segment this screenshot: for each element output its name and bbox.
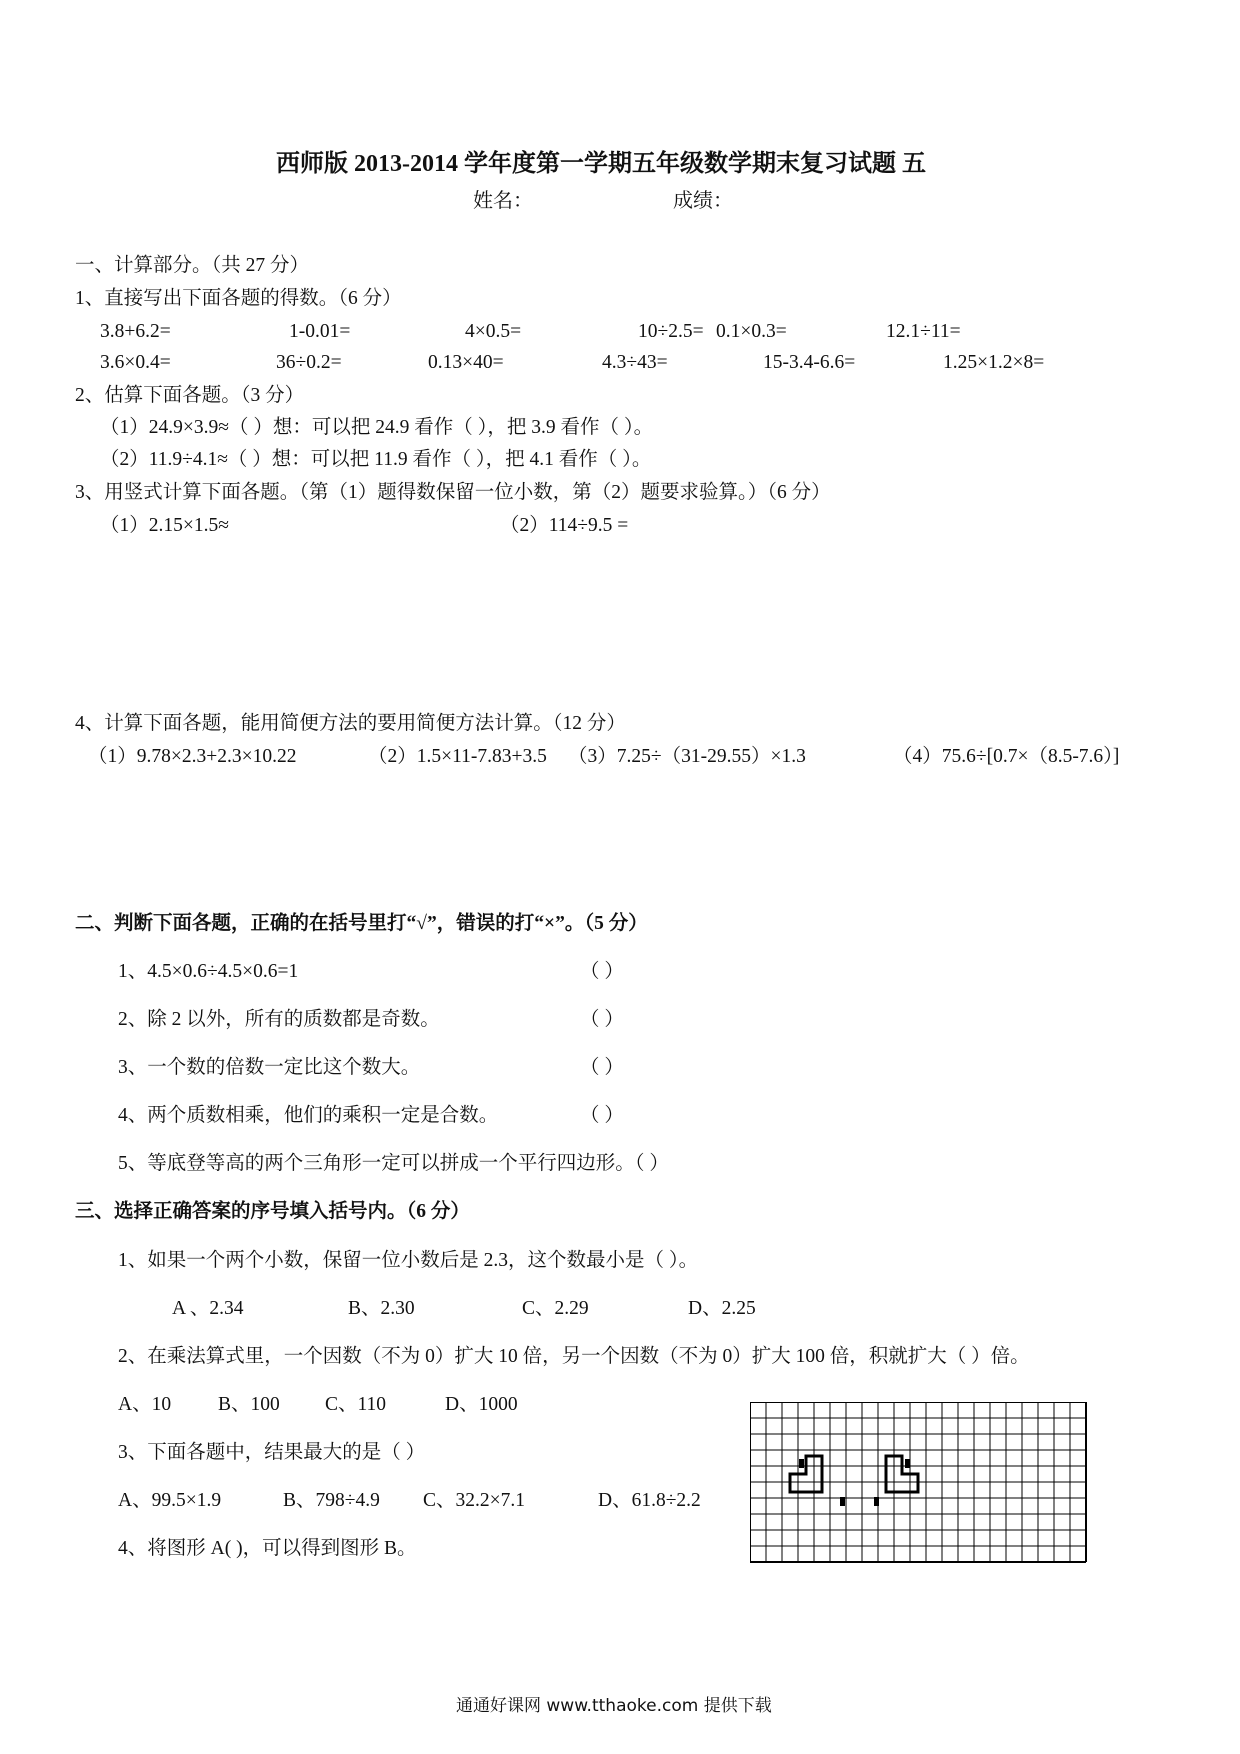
choice-option: C、110 [325,1394,387,1415]
q2-label: 2、估算下面各题。（3 分） [75,385,305,406]
grid-figure [750,1402,1095,1570]
figure-b [886,1456,918,1492]
figure-a-marker [799,1459,804,1468]
q1-expr: 4×0.5= [465,321,522,342]
judge-item: 4、两个质数相乘，他们的乘积一定是合数。 [118,1105,499,1126]
footer-text: 通通好课网 www.tthaoke.com 提供下载 [456,1696,772,1716]
q4-item: （3）7.25÷（31-29.55）×1.3 [568,746,806,767]
q1-expr: 3.8+6.2= [100,321,171,342]
page-title: 西师版 2013-2014 学年度第一学期五年级数学期末复习试题 五 [276,151,926,177]
choice-question: 3、下面各题中，结果最大的是（ ） [118,1442,426,1463]
part3-heading: 三、选择正确答案的序号填入括号内。（6 分） [75,1201,470,1222]
q1-expr: 0.1×0.3= [716,321,787,342]
q1-expr: 12.1÷11= [886,321,961,342]
choice-option: D、1000 [445,1394,518,1415]
q1-expr: 4.3÷43= [602,352,668,373]
judge-bracket[interactable]: （ ） [580,1057,624,1078]
judge-bracket[interactable]: （ ） [580,961,624,982]
choice-question: 2、在乘法算式里，一个因数（不为 0）扩大 10 倍，另一个因数（不为 0）扩大 100 倍，积就扩大（ ）倍。 [118,1346,1030,1367]
choice-option: A 、2.34 [172,1298,244,1319]
choice-option: B、798÷4.9 [283,1490,380,1511]
judge-item: 2、除 2 以外，所有的质数都是奇数。 [118,1009,440,1030]
choice-option: B、100 [218,1394,280,1415]
q1-expr: 15-3.4-6.6= [763,352,856,373]
q1-expr: 36÷0.2= [276,352,342,373]
judge-item: 3、一个数的倍数一定比这个数大。 [118,1057,421,1078]
choice-option: D、2.25 [688,1298,756,1319]
q3-item: （1）2.15×1.5≈ [100,515,229,536]
figure-b-marker [874,1497,879,1506]
q1-expr: 1.25×1.2×8= [943,352,1045,373]
choice-option: D、61.8÷2.2 [598,1490,701,1511]
q3-label: 3、用竖式计算下面各题。（第（1）题得数保留一位小数，第（2）题要求验算。）（6 分） [75,482,831,503]
figure-a [790,1456,822,1492]
judge-item: 1、4.5×0.6÷4.5×0.6=1 [118,961,299,982]
judge-bracket[interactable]: （ ） [580,1009,624,1030]
choice-question: 4、将图形 A( )，可以得到图形 B。 [118,1538,417,1559]
q2-item: （1）24.9×3.9≈（ ）想：可以把 24.9 看作（ ），把 3.9 看作（ ）。 [100,417,654,438]
q1-expr: 0.13×40= [428,352,504,373]
part1-heading: 一、计算部分。（共 27 分） [75,255,310,276]
q4-item: （1）9.78×2.3+2.3×10.22 [88,746,297,767]
part2-heading: 二、判断下面各题，正确的在括号里打“√”，错误的打“×”。（5 分） [75,913,648,934]
choice-option: C、32.2×7.1 [423,1490,526,1511]
q1-expr: 3.6×0.4= [100,352,171,373]
q4-label: 4、计算下面各题，能用简便方法的要用简便方法计算。（12 分） [75,713,626,734]
name-label: 姓名： [473,190,533,212]
q4-item: （4）75.6÷[0.7×（8.5-7.6）] [893,746,1120,767]
choice-option: C、2.29 [522,1298,589,1319]
choice-option: A、99.5×1.9 [118,1490,222,1511]
q1-expr: 10÷2.5= [638,321,704,342]
q2-item: （2）11.9÷4.1≈（ ）想：可以把 11.9 看作（ ），把 4.1 看作（ ）。 [100,449,652,470]
q3-item: （2）114÷9.5 = [500,515,629,536]
q1-label: 1、直接写出下面各题的得数。（6 分） [75,288,402,309]
choice-option: B、2.30 [348,1298,415,1319]
choice-option: A、10 [118,1394,172,1415]
judge-item: 5、等底登等高的两个三角形一定可以拼成一个平行四边形。（ ） [118,1153,669,1174]
q4-item: （2）1.5×11-7.83+3.5 [368,746,547,767]
q1-expr: 1-0.01= [289,321,351,342]
figure-a-marker [840,1497,845,1506]
figure-b-marker [905,1459,910,1468]
score-label: 成绩： [673,190,733,212]
judge-bracket[interactable]: （ ） [580,1105,624,1126]
choice-question: 1、如果一个两个小数，保留一位小数后是 2.3，这个数最小是（ ）。 [118,1250,699,1271]
